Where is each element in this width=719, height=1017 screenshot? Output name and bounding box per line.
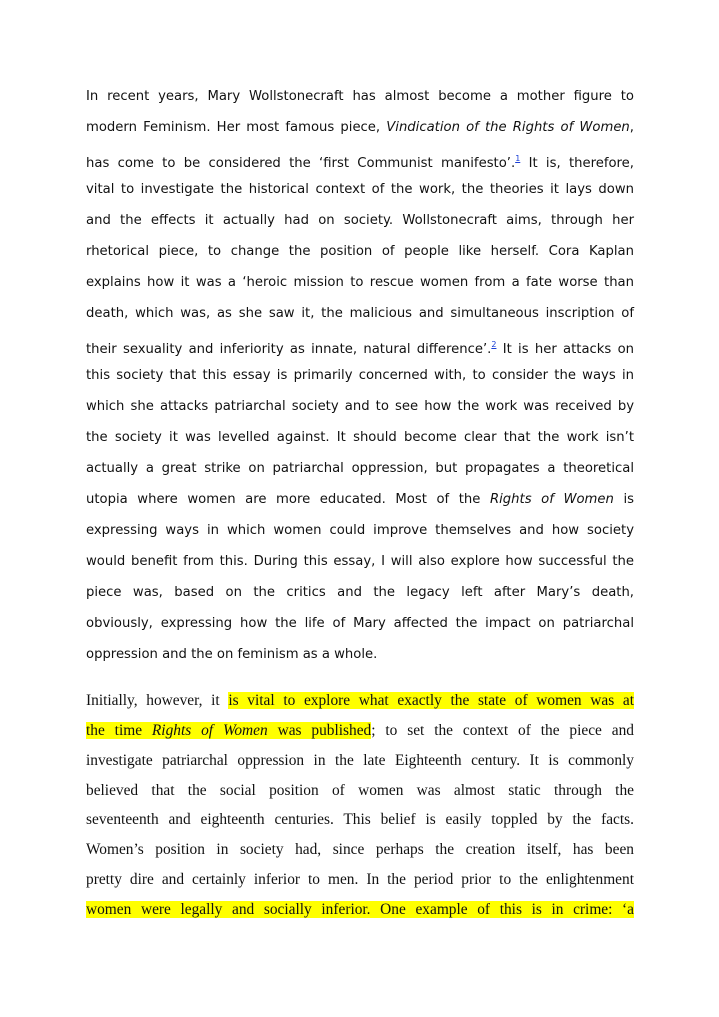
p2-line-7: pretty dire and certainly inferior to men. In the period prior to the enlightenment [86, 871, 634, 888]
p1-line-18: obviously, expressing how the life of Mary affected the impact on patriarchal [86, 616, 634, 631]
p2-line-1: Initially, however, it is vital to explore what exactly the state of women was at [86, 692, 634, 709]
p1-line-4: vital to investigate the historical context of the work, the theories it lays down [86, 182, 634, 197]
p1-line-11: which she attacks patriarchal society and to see how the work was received by [86, 399, 634, 414]
p2-line-5: seventeenth and eighteenth centuries. This belief is easily toppled by the facts. [86, 811, 634, 828]
p1-line-7: explains how it was a ‘heroic mission to rescue women from a fate worse than [86, 275, 634, 290]
book-title: Vindication of the Rights of Women [386, 120, 630, 135]
p1-line-13: actually a great strike on patriarchal oppression, but propagates a theoretical [86, 461, 634, 476]
p1-line-3: has come to be considered the ‘first Communist manifesto’.$^1$ It is, therefore, [86, 154, 634, 171]
highlighted-text: women were legally and socially inferior. One example of this is in crime: ‘a [86, 901, 634, 918]
p1-line-10: this society that this essay is primarily concerned with, to consider the ways in [86, 368, 634, 383]
p2-line-4: believed that the social position of women was almost static through the [86, 782, 634, 799]
book-title: Rights of Women [151, 722, 268, 739]
p1-line-16: would benefit from this. During this essay, I will also explore how successful the [86, 554, 634, 569]
p1-line-2: modern Feminism. Her most famous piece, Vindication of the Rights of Women, [86, 120, 634, 135]
p1-line-14: utopia where women are more educated. Most of the Rights of Women is [86, 492, 634, 507]
highlighted-text: was published [267, 722, 372, 739]
p1-line-9: their sexuality and inferiority as innate, natural difference’.$^2$ It is her attacks on [86, 340, 634, 357]
p1-line-1: In recent years, Mary Wollstonecraft has almost become a mother figure to [86, 89, 634, 104]
book-title: Rights of Women [489, 492, 614, 507]
p1-line-19: oppression and the on feminism as a whole. [86, 647, 378, 662]
p1-line-12: the society it was levelled against. It should become clear that the work isn’t [86, 430, 634, 445]
p2-line-6: Women’s position in society had, since perhaps the creation itself, has been [86, 841, 634, 858]
p1-line-8: death, which was, as she saw it, the malicious and simultaneous inscription of [86, 306, 634, 321]
footnote-ref-1[interactable]: 1 [515, 154, 521, 163]
highlighted-text: the time [86, 722, 152, 739]
p2-line-2: the time Rights of Women was published; to set the context of the piece and [86, 722, 634, 739]
p2-line-8 [86, 900, 634, 920]
p1-line-6: rhetorical piece, to change the position of people like herself. Cora Kaplan [86, 244, 634, 259]
p2-line-3: investigate patriarchal oppression in the late Eighteenth century. It is commonly [86, 752, 634, 769]
highlighted-text: is vital to explore what exactly the state of women was at [228, 692, 634, 709]
p1-line-17: piece was, based on the critics and the legacy left after Mary’s death, [86, 585, 634, 600]
p1-line-5: and the effects it actually had on society. Wollstonecraft aims, through her [86, 213, 634, 228]
p1-line-15: expressing ways in which women could improve themselves and how society [86, 523, 634, 538]
footnote-ref-2[interactable]: 2 [491, 340, 497, 349]
